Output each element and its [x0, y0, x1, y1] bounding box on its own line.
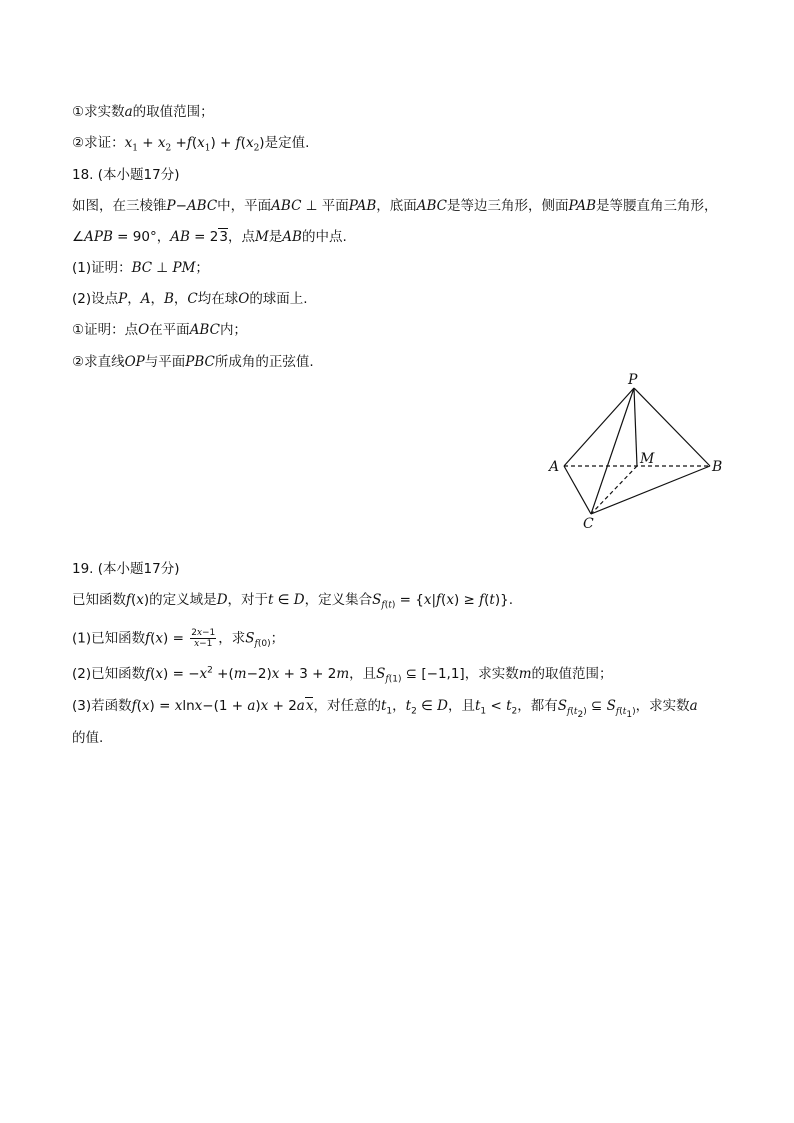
label-M: M — [640, 451, 655, 467]
q18-sub2-1: ①证明：点O在平面ABC内； — [72, 322, 247, 338]
edge-AC — [564, 466, 591, 514]
edge-PA — [564, 388, 634, 466]
q18-sub2-2: ②求直线OP与平面PBC所成角的正弦值. — [72, 354, 314, 370]
label-P: P — [628, 372, 638, 388]
label-B: B — [712, 459, 723, 475]
q17-part1: ①求实数a的取值范围； — [72, 104, 214, 120]
edge-PC — [591, 388, 634, 514]
edge-BC — [591, 466, 710, 514]
q18-sub2: (2)设点P，A，B，C均在球O的球面上. — [72, 291, 308, 307]
tetrahedron-figure — [540, 370, 730, 530]
q19-header: 19. (本小题17分) — [72, 561, 180, 577]
q19-sub3-line1: (3)若函数f(x) = xlnx−(1 + a)x + 2ax，对任意的$t_1$，$t_2$ ∈ D，且$t_1 < t_2$，都有$S_{f(t_2)}$ ⊆ $S_{f(t_1)}$，求实数a — [72, 698, 698, 720]
q18-stem-line2: ∠APB = 90°，AB = 23，点M是AB的中点. — [72, 229, 347, 245]
q19-sub2: (2)已知函数$f(x) = -x^2 +(m-2)x + 3 + 2m$，且$S_{f(1)}$ ⊆ [−1,1]，求实数m的取值范围； — [72, 665, 613, 685]
q18-sub1: (1)证明：BC ⊥ PM； — [72, 260, 209, 276]
q19-sub1: (1)已知函数f(x) = $\frac{2x-1}{x-1}$ ，求$S_{f(0)}$； — [72, 628, 285, 650]
q19-sub3-line2: 的值. — [72, 730, 104, 746]
label-C: C — [583, 516, 594, 530]
edge-PM — [634, 388, 637, 466]
label-A: A — [549, 459, 560, 475]
q19-stem: 已知函数f(x)的定义域是D，对于t ∈ D，定义集合$S_{f(t)} = \{x|f(x) \ge f(t)\}$. — [72, 592, 513, 611]
q18-header: 18. (本小题17分) — [72, 167, 180, 183]
q18-stem-line1: 如图，在三棱锥P−ABC中，平面ABC ⊥ 平面PAB，底面ABC是等边三角形，侧面PAB是等腰直角三角形， — [72, 198, 718, 214]
edge-MC-hidden — [591, 466, 637, 514]
q17-part2: ②求证：$x_1 + x_2 +f(x_1) + f(x_2)$是定值. — [72, 135, 310, 154]
